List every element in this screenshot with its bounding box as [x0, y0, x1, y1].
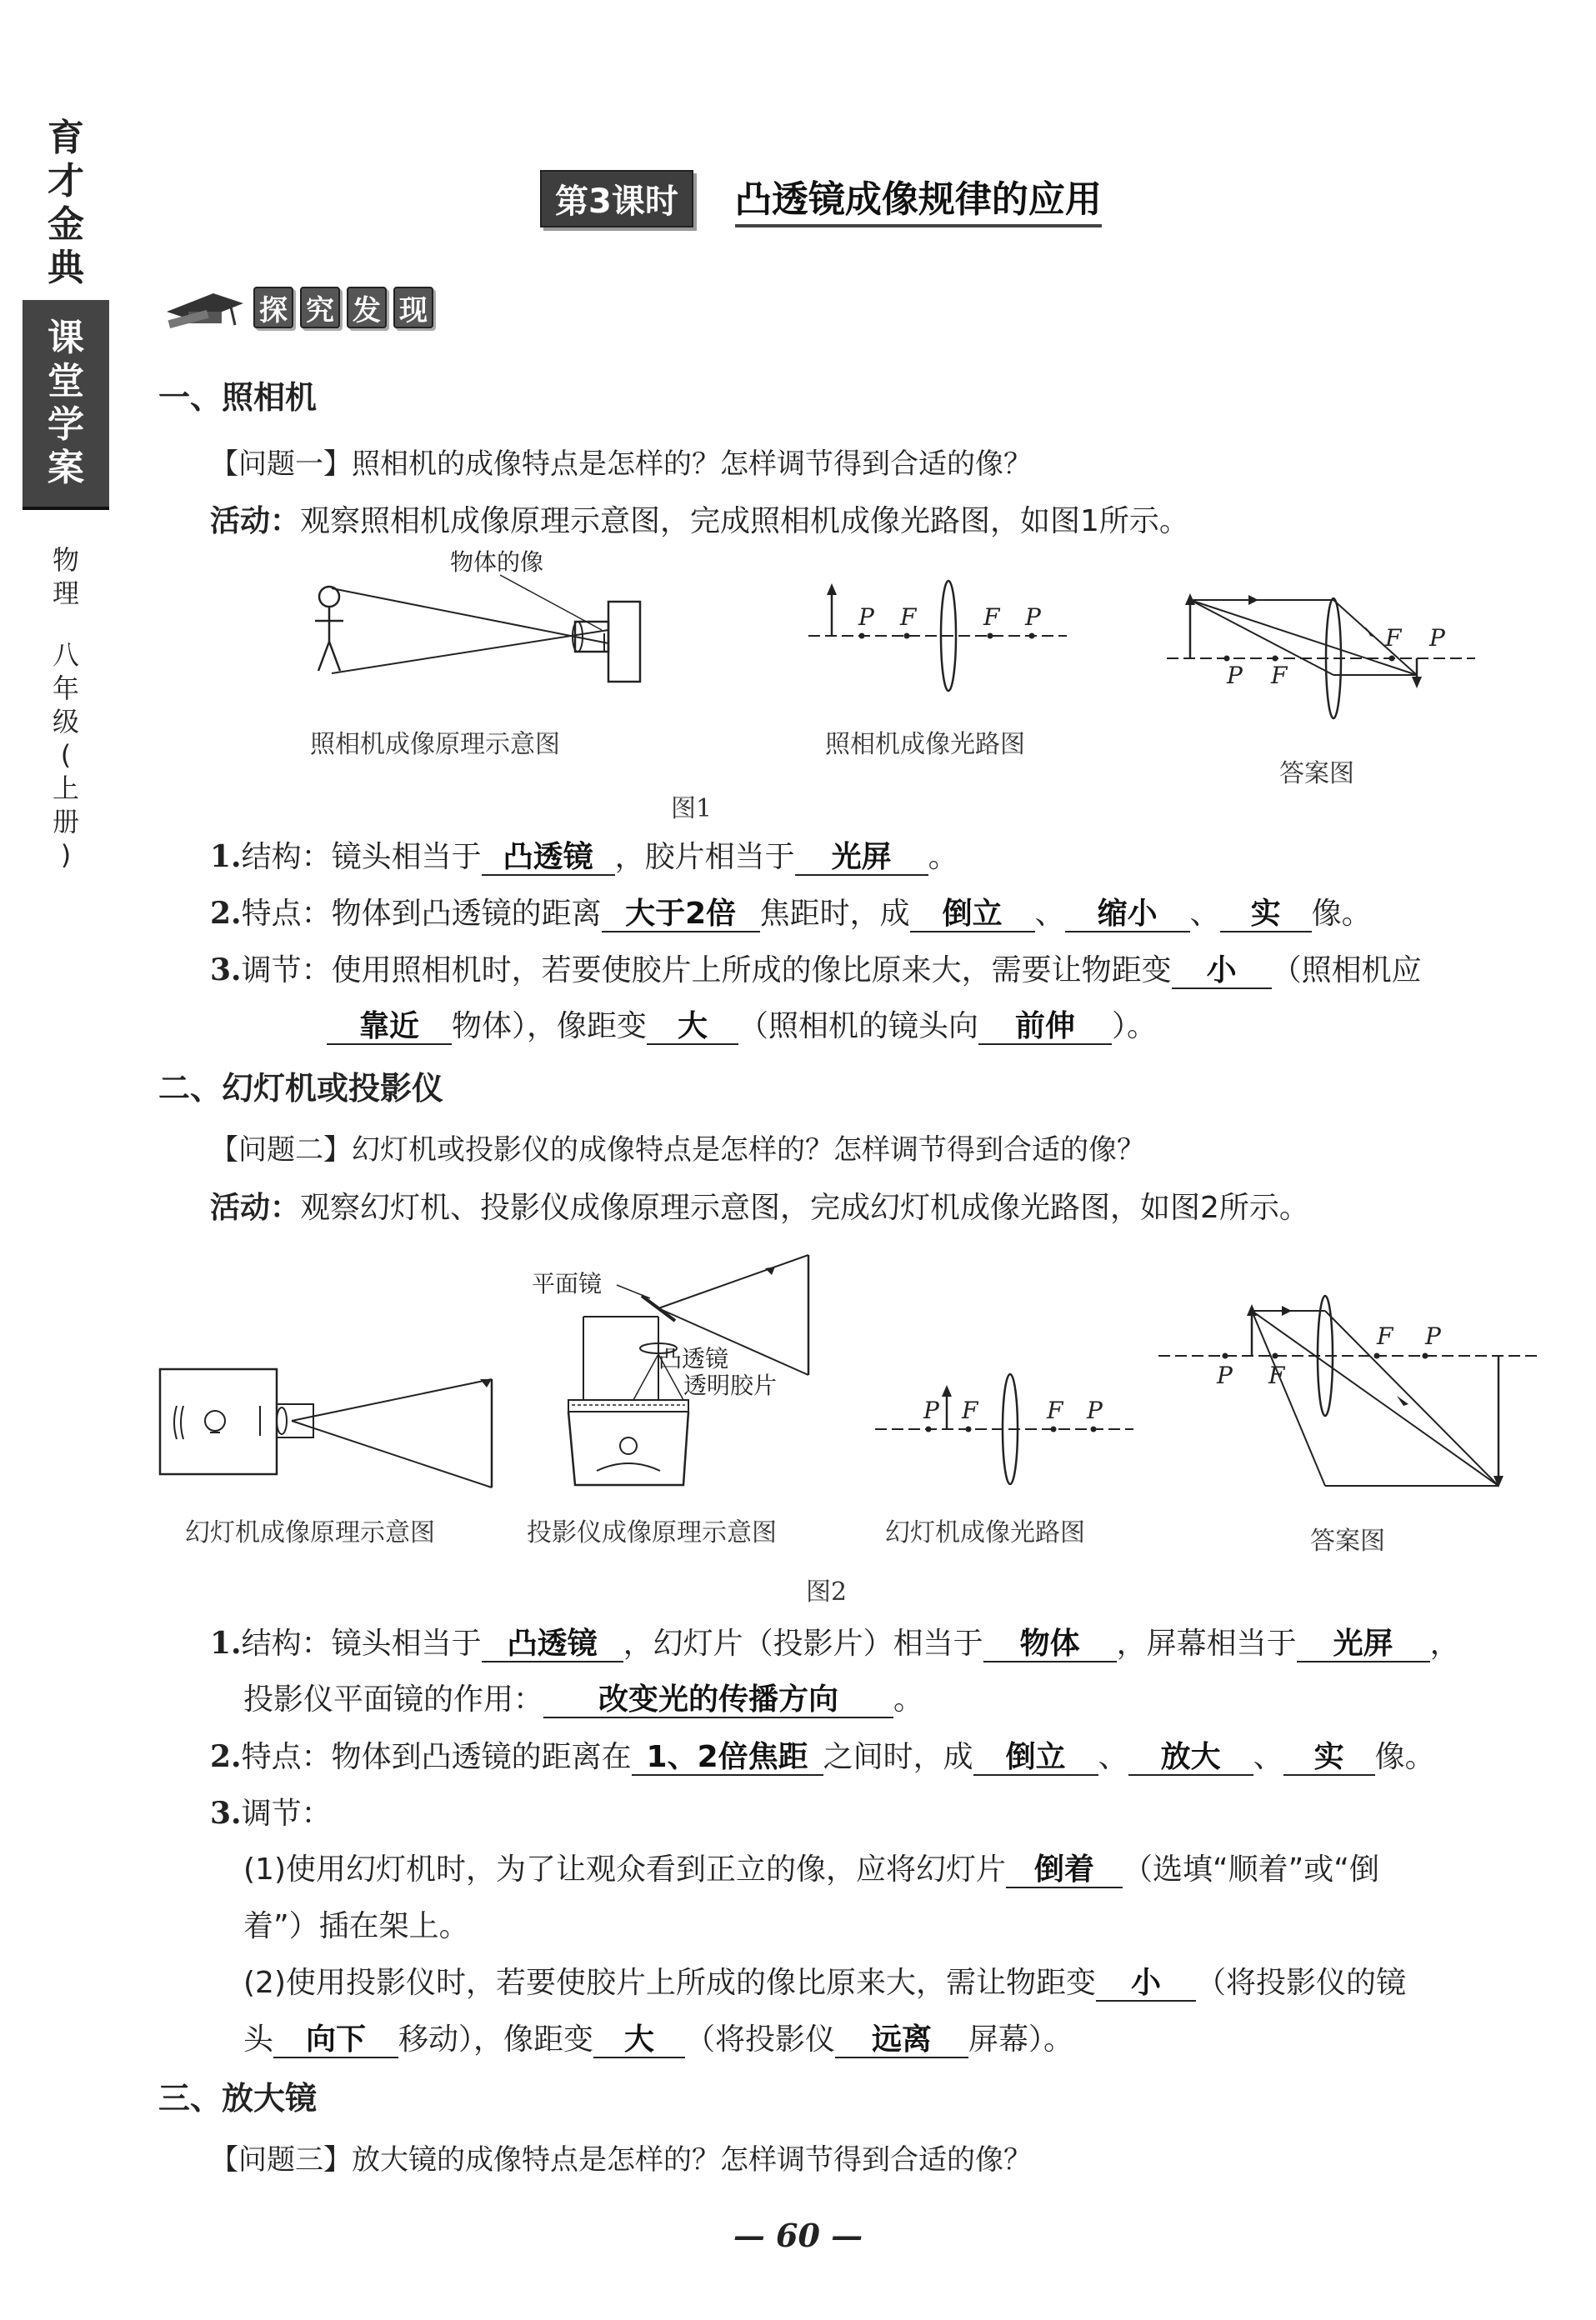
answer-blank: 光屏 [1297, 1628, 1430, 1662]
point-f-label: F [983, 603, 1000, 631]
explore-tile: 究 [300, 287, 340, 328]
section-heading: 三、放大镜 [158, 2080, 318, 2117]
answer-blank: 物体 [983, 1628, 1117, 1662]
answer-blank: 实 [1220, 898, 1312, 932]
activity-body: 观察幻灯机、投影仪成像原理示意图，完成幻灯机成像光路图，如图2所示。 [300, 1191, 1309, 1225]
question-text: 【问题三】放大镜的成像特点是怎样的？怎样调节得到合适的像？ [210, 2143, 1032, 2177]
item-text: 物体），像距变 [452, 1009, 648, 1043]
item-text: （选填“顺着”或“倒 [1123, 1852, 1379, 1887]
figure-title: 图2 [806, 1578, 848, 1607]
section-char: 课 [48, 317, 84, 359]
item-number: 2. [210, 1739, 242, 1774]
brand-char: 育 [48, 117, 84, 159]
section-heading: 二、幻灯机或投影仪 [158, 1070, 444, 1107]
section-heading: 一、照相机 [158, 379, 318, 416]
subject-char: 理 [52, 578, 79, 609]
lesson-badge: 第3课时 [540, 170, 693, 228]
item-text: （照相机应 [1271, 953, 1422, 988]
section-char: 学 [48, 403, 84, 446]
activity-text [210, 1190, 1309, 1227]
point-f-label: F [1385, 624, 1402, 652]
answer-blank: 凸透镜 [482, 841, 615, 876]
item-text: ，胶片相当于 [614, 840, 795, 874]
figure-caption: 照相机成像光路图 [825, 730, 1025, 759]
item-text: 结构：镜头相当于 [241, 1627, 482, 1661]
item-number: 3. [210, 952, 242, 988]
explore-tile: 现 [393, 287, 433, 328]
answer-blank: 缩小 [1065, 898, 1190, 932]
sidebar-brand [22, 117, 110, 290]
grade-char: 上 [52, 772, 79, 804]
slide-lightpath-diagram [875, 1367, 1142, 1492]
item-text: ，幻灯片（投影片）相当于 [623, 1627, 983, 1661]
figure-caption: 幻灯机成像光路图 [885, 1518, 1085, 1548]
item-text: 、 [1034, 897, 1065, 931]
answer-blank: 放大 [1128, 1741, 1253, 1776]
point-p-label: P [1429, 624, 1445, 652]
camera-principle-diagram [300, 550, 667, 692]
subject-char: 物 [52, 544, 79, 576]
item-text: （将投影仪的镜 [1196, 1966, 1407, 2000]
graduation-cap-icon [163, 278, 247, 337]
answer-blank: 大 [593, 2023, 685, 2058]
item-text: 结构：镜头相当于 [241, 840, 482, 874]
s2-item-3b-cont [243, 2022, 1073, 2058]
item-text: ， [1429, 1627, 1460, 1661]
film-label: 透明胶片 [683, 1372, 778, 1399]
item-text: 调节：使用照相机时，若要使胶片上所成的像比原来大，需要让物距变 [241, 953, 1172, 988]
sidebar [22, 117, 110, 872]
grade-char: 级 [52, 706, 79, 738]
lens-label: 凸透镜 [658, 1345, 729, 1372]
brand-char: 金 [48, 203, 84, 246]
point-p-label: P [1217, 1362, 1233, 1389]
figure-caption: 照相机成像原理示意图 [310, 730, 560, 759]
s2-item-1 [210, 1625, 1460, 1662]
answer-blank: 远离 [835, 2023, 968, 2058]
figure-caption: 答案图 [1279, 759, 1354, 788]
item-text: 、 [1098, 1740, 1128, 1774]
lesson-title [540, 171, 1102, 226]
item-number: 1. [210, 1626, 242, 1661]
answer-blank: 小 [1096, 1967, 1196, 2002]
item-text: 移动），像距变 [398, 2022, 594, 2057]
grade-char: 年 [52, 672, 79, 704]
s2-item-3a-cont [243, 1908, 469, 1945]
item-text: 头 [243, 2022, 274, 2057]
point-p-label: P [1025, 603, 1041, 631]
item-number: 1. [210, 839, 242, 874]
s2-item-3 [210, 1795, 332, 1832]
brand-char: 才 [48, 160, 84, 202]
point-f-label: F [900, 603, 917, 631]
s2-item-2 [210, 1738, 1435, 1776]
section-char: 堂 [48, 360, 84, 402]
answer-blank: 倒着 [1006, 1853, 1123, 1888]
section-char: 案 [48, 447, 84, 489]
point-f-label: F [1268, 1362, 1285, 1389]
item-text: ）。 [1112, 1009, 1158, 1043]
figure-caption: 投影仪成像原理示意图 [527, 1518, 777, 1548]
item-text: (2)使用投影仪时，若要使胶片上所成的像比原来大，需让物距变 [243, 1966, 1096, 2000]
figure-caption: 幻灯机成像原理示意图 [185, 1518, 435, 1548]
item-text: 、 [1189, 897, 1220, 931]
slide-projector-diagram [158, 1354, 500, 1496]
figure-title: 图1 [671, 794, 713, 823]
sidebar-subject [22, 543, 110, 872]
item-text: 、 [1253, 1740, 1283, 1774]
item-text: 之间时，成 [823, 1740, 973, 1774]
answer-blank: 靠近 [327, 1010, 452, 1045]
question-text: 【问题一】照相机的成像特点是怎样的？怎样调节得到合适的像？ [210, 448, 1032, 481]
point-p-label: P [1087, 1397, 1103, 1424]
grade-char: 册 [52, 806, 79, 838]
item-text: （照相机的镜头向 [738, 1009, 979, 1043]
answer-blank: 实 [1283, 1741, 1375, 1776]
answer-blank: 倒立 [973, 1741, 1098, 1776]
point-p-label: P [858, 603, 874, 631]
item-number: 2. [210, 896, 242, 931]
answer-blank: 倒立 [910, 898, 1035, 932]
s1-item-3-cont [327, 1008, 1157, 1045]
answer-blank: 改变光的传播方向 [543, 1683, 893, 1718]
slide-answer-diagram [1158, 1288, 1550, 1496]
point-p-label: P [923, 1397, 939, 1424]
activity-label: 活动： [210, 504, 301, 538]
s2-item-3b [243, 1965, 1406, 2002]
point-p-label: P [1227, 662, 1243, 689]
s1-item-3 [210, 952, 1422, 989]
grade-char: 八 [52, 639, 79, 671]
image-label: 物体的像 [450, 548, 544, 576]
question-text: 【问题二】幻灯机或投影仪的成像特点是怎样的？怎样调节得到合适的像？ [210, 1133, 1145, 1167]
point-p-label: P [1425, 1322, 1441, 1350]
grade-char: ) [60, 839, 72, 871]
s1-item-1 [210, 838, 958, 876]
lesson-heading: 凸透镜成像规律的应用 [735, 169, 1102, 228]
item-text: 投影仪平面镜的作用： [243, 1682, 544, 1717]
answer-blank: 大 [647, 1010, 738, 1045]
item-text: 屏幕）。 [968, 2022, 1074, 2057]
figure-caption: 答案图 [1310, 1527, 1385, 1556]
explore-tile: 探 [253, 287, 293, 328]
item-text: 着”）插在架上。 [243, 1909, 469, 1943]
activity-label: 活动： [210, 1191, 301, 1225]
item-text: 像。 [1311, 897, 1372, 931]
explore-tile: 发 [347, 287, 387, 328]
point-f-label: F [1271, 662, 1288, 689]
point-f-label: F [1047, 1397, 1063, 1424]
item-text: 调节： [241, 1797, 332, 1831]
answer-blank: 向下 [273, 2023, 398, 2058]
s1-item-2 [210, 895, 1372, 932]
item-text: 特点：物体到凸透镜的距离 [241, 897, 602, 931]
activity-body: 观察照相机成像原理示意图，完成照相机成像光路图，如图1所示。 [300, 504, 1189, 538]
answer-blank: 1、2倍焦距 [632, 1741, 823, 1776]
item-text: 。 [928, 840, 958, 874]
item-text: 。 [893, 1682, 924, 1717]
item-text: 焦距时，成 [759, 897, 910, 931]
item-text: 特点：物体到凸透镜的距离在 [241, 1740, 632, 1774]
answer-blank: 凸透镜 [482, 1628, 623, 1662]
item-text: (1)使用幻灯机时，为了让观众看到正立的像，应将幻灯片 [243, 1852, 1006, 1887]
explore-banner [163, 278, 433, 337]
s2-item-3a [243, 1852, 1379, 1888]
answer-blank: 小 [1172, 954, 1272, 989]
item-text: ，屏幕相当于 [1116, 1627, 1297, 1661]
sidebar-section-box [23, 300, 109, 510]
activity-text [210, 503, 1189, 540]
page-number: — 60 — [733, 2217, 863, 2254]
answer-blank: 大于2倍 [602, 898, 760, 932]
item-number: 3. [210, 1796, 242, 1831]
brand-char: 典 [48, 247, 84, 289]
mirror-label: 平面镜 [532, 1270, 603, 1298]
s2-item-1-cont [243, 1682, 923, 1718]
point-f-label: F [962, 1397, 978, 1424]
camera-answer-diagram [1167, 583, 1483, 717]
camera-lightpath-diagram [808, 575, 1075, 700]
overhead-projector-diagram [525, 1250, 833, 1500]
item-text: （将投影仪 [685, 2022, 836, 2057]
answer-blank: 光屏 [795, 841, 928, 876]
item-text: 像。 [1374, 1740, 1435, 1774]
point-f-label: F [1377, 1322, 1393, 1350]
answer-blank: 前伸 [978, 1010, 1112, 1045]
grade-char: ( [60, 739, 72, 771]
